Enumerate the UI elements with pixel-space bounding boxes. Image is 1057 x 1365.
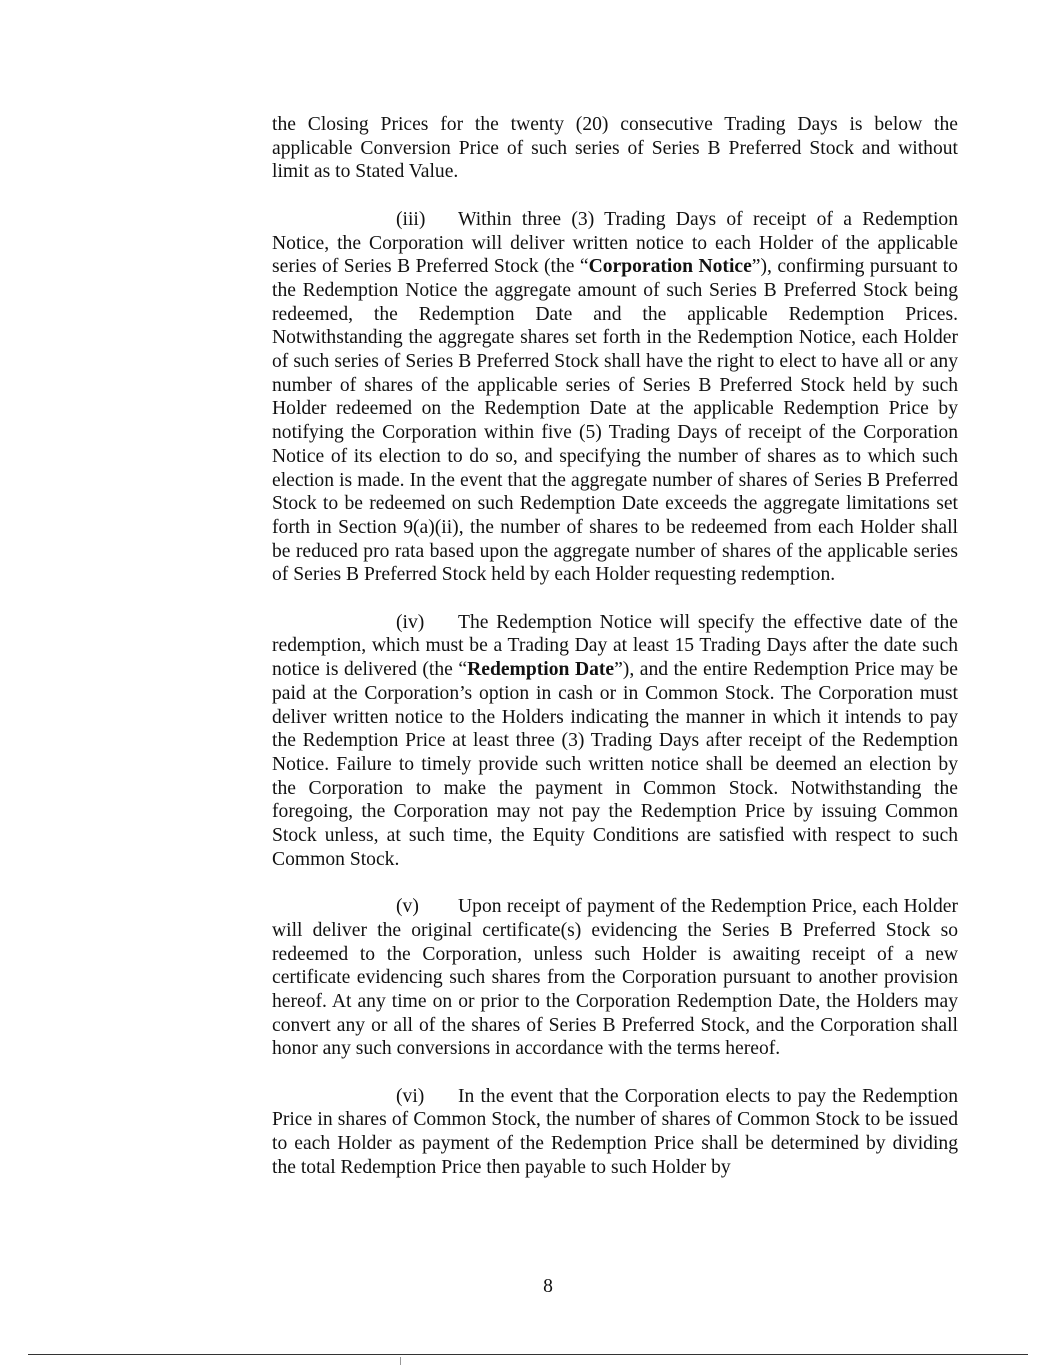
document-body [272, 113, 958, 1203]
defined-term: Redemption Date [467, 659, 615, 681]
paragraph-text: Within three (3) Trading Days of receipt of a Redemption Notice, the Corporation will deliver written notice to each Holder of the applicable series of Series B Preferred Stock (the “ [272, 208, 958, 278]
paragraph-number: (v) [396, 896, 419, 918]
footer-divider [28, 1354, 1028, 1355]
paragraph-text: ”), confirming pursuant to the Redemption Notice the aggregate amount of such Series B Preferred Stock being redeemed, the Redemption Date and the applicable Redemption Prices. Notwithstanding the aggregate shares set forth in the Redemption Notice, each Holder of such series of Series B Preferred Stock shall have the right to elect to have all or any number of shares of the applicable series of Series B Preferred Stock held by such Holder redeemed on the Redemption Date at the applicable Redemption Price by notifying the Corporation within five (5) Trading Days of receipt of the Corporation Notice of its election to do so, and specifying the number of shares as to which such election is made. In the event that the aggregate number of shares of Series B Preferred Stock to be redeemed on such Redemption Date exceeds the aggregate limitations set forth in Section 9(a)(ii), the number of shares to be redeemed from each Holder shall be reduced pro rata based upon the aggregate number of shares of the applicable series of Series B Preferred Stock held by each Holder requesting redemption. [272, 256, 958, 586]
paragraph-number: (vi) [396, 1085, 425, 1107]
paragraph-iii [272, 208, 958, 587]
paragraph-text: ”), and the entire Redemption Price may be paid at the Corporation’s option in cash or in Common Stock. The Corporation must deliver written notice to the Holders indicating the manner in which it intends to pay the Redemption Price at least three (3) Trading Days after receipt of the Redemption Notice. Failure to timely provide such written notice shall be deemed an election by the Corporation to make the payment in Common Stock. Notwithstanding the foregoing, the Corporation may not pay the Redemption Price by issuing Common Stock unless, at such time, the Equity Conditions are satisfied with respect to such Common Stock. [272, 659, 958, 870]
paragraph-continuation [272, 113, 958, 184]
paragraph-number: (iv) [396, 611, 425, 633]
scan-mark [400, 1357, 401, 1365]
paragraph-iv [272, 611, 958, 872]
paragraph-text: Upon receipt of payment of the Redemption Price, each Holder will deliver the original certificate(s) evidencing the Series B Preferred Stock so redeemed to the Corporation, unless such Holder is awaiting receipt of a new certificate evidencing such shares from the Corporation pursuant to another provision hereof. At any time on or prior to the Corporation Redemption Date, the Holders may convert any or all of the shares of Series B Preferred Stock, and the Corporation shall honor any such conversions in accordance with the terms hereof. [272, 896, 958, 1060]
paragraph-text: In the event that the Corporation elects to pay the Redemption Price in shares of Common Stock, the number of shares of Common Stock to be issued to each Holder as payment of the Redemption Price shall be determined by dividing the total Redemption Price then payable to such Holder by [272, 1085, 958, 1178]
paragraph-number: (iii) [396, 208, 426, 230]
page-number: 8 [543, 1276, 553, 1297]
paragraph-vi [272, 1085, 958, 1180]
defined-term: Corporation Notice [588, 256, 752, 278]
paragraph-v [272, 895, 958, 1061]
paragraph-text: The Redemption Notice will specify the effective date of the redemption, which must be a Trading Day at least 15 Trading Days after the date such notice is delivered (the “ [272, 611, 958, 681]
paragraph-text: the Closing Prices for the twenty (20) consecutive Trading Days is below the applicable Conversion Price of such series of Series B Preferred Stock and without limit as to Stated Value. [272, 114, 958, 183]
